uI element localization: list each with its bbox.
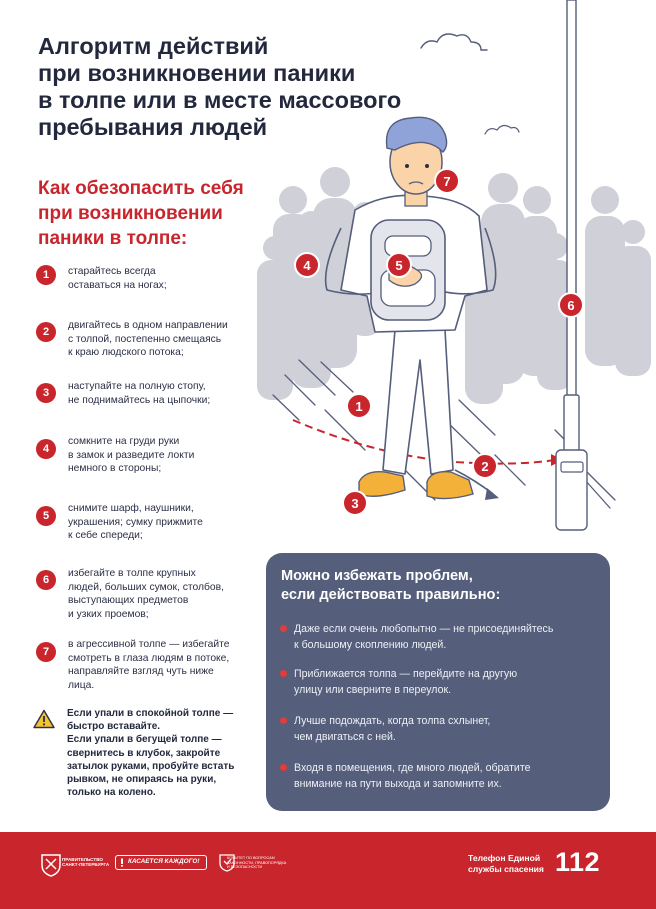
footer-bar xyxy=(0,832,656,909)
step-text xyxy=(68,380,268,407)
exclamation-icon xyxy=(118,858,126,867)
step-line: направляйте взгляд чуть ниже xyxy=(68,666,214,677)
phone-label-line: службы спасения xyxy=(468,864,544,874)
step-line: снимите шарф, наушники, xyxy=(68,503,194,514)
step-number-badge: 2 xyxy=(36,322,56,342)
tip-text xyxy=(294,713,606,745)
step-line: в замок и разведите локти xyxy=(68,449,195,461)
tip-line: чем двигаться с ней. xyxy=(294,731,396,743)
marker-3 xyxy=(343,491,367,515)
tips-title-line: если действовать правильно: xyxy=(281,587,501,603)
tip-line: Даже если очень любопытно — не присоединяйтесь xyxy=(294,623,554,635)
bullet-dot-icon xyxy=(280,670,287,677)
bullet-dot-icon xyxy=(280,717,287,724)
warning-text xyxy=(67,707,272,799)
step-number-badge: 3 xyxy=(36,383,56,403)
marker-5 xyxy=(387,253,411,277)
step-text xyxy=(68,319,268,360)
tip-line: к большому скоплению людей. xyxy=(294,639,447,651)
title-line: при возникновении паники xyxy=(38,60,356,86)
title-line: пребывания людей xyxy=(38,114,268,140)
step-text xyxy=(68,265,268,292)
step-number-badge: 7 xyxy=(36,642,56,662)
step-line: старайтесь всегда xyxy=(68,266,156,277)
marker-3-label: 3 xyxy=(351,496,359,511)
step-line: не поднимайтесь на цыпочки; xyxy=(68,394,211,406)
emergency-phone-number: 112 xyxy=(555,847,601,877)
step-line: немного в стороны; xyxy=(68,463,162,474)
tip-line: Приближается толпа — перейдите на другую xyxy=(294,668,518,680)
section-subtitle xyxy=(38,176,278,251)
warning-line: затылок руками, пробуйте встать xyxy=(67,760,235,772)
step-line: к краю людского потока; xyxy=(68,347,184,358)
step-number-badge: 1 xyxy=(36,265,56,285)
step-line: смотреть в глаза людям в потоке, xyxy=(68,652,230,664)
marker-7-label: 7 xyxy=(443,174,451,189)
marker-1-label: 1 xyxy=(355,399,363,414)
warning-icon xyxy=(33,709,55,729)
tips-title-line: Можно избежать проблем, xyxy=(281,568,473,584)
step-text xyxy=(68,567,268,621)
warning-line: Если упали в спокойной толпе — xyxy=(67,708,234,719)
tip-line: улицу или сверните в переулок. xyxy=(294,684,452,696)
campaign-logo xyxy=(115,855,207,870)
warning-line: Если упали в бегущей толпе — xyxy=(67,734,222,746)
tips-card xyxy=(266,553,610,811)
title-line: в толпе или в месте массового xyxy=(38,87,402,113)
warning-line: свернитесь в клубок, закройте xyxy=(67,747,221,759)
tip-line: Лучше подождать, когда толпа схлынет, xyxy=(294,715,491,727)
step-text xyxy=(68,502,268,543)
step-text xyxy=(68,435,268,476)
tip-text xyxy=(294,621,606,653)
marker-2 xyxy=(473,454,497,478)
tip-text xyxy=(294,760,606,792)
step-line: украшения; сумку прижмите xyxy=(68,516,203,528)
phone-label-line: Телефон Единой xyxy=(468,853,541,863)
gov-logo-text: ПРАВИТЕЛЬСТВО САНКТ-ПЕТЕРБУРГА xyxy=(62,857,110,868)
step-line: двигайтесь в одном направлении xyxy=(68,320,228,331)
bullet-dot-icon xyxy=(280,764,287,771)
step-line: в агрессивной толпе — избегайте xyxy=(68,639,230,650)
marker-6-label: 6 xyxy=(567,298,575,313)
marker-4 xyxy=(295,253,319,277)
campaign-text: КАСАЕТСЯ КАЖДОГО! xyxy=(128,858,200,865)
step-line: выступающих предметов xyxy=(68,595,189,606)
crowd-illustration xyxy=(255,0,656,560)
step-line: оставаться на ногах; xyxy=(68,279,167,291)
emergency-phone-label xyxy=(468,853,558,875)
tip-line: внимание на пути выхода и запомните их. xyxy=(294,778,502,790)
marker-7 xyxy=(435,169,459,193)
warning-line: быстро вставайте. xyxy=(67,721,161,733)
warning-line: только на колено. xyxy=(67,787,156,799)
marker-6 xyxy=(559,293,583,317)
marker-5-label: 5 xyxy=(395,258,403,273)
committee-logo-text: КОМИТЕТ ПО ВОПРОСАМ ЗАКОННОСТИ, ПРАВОПОРЯДКА И БЕЗОПАСНОСТИ xyxy=(227,856,287,870)
subtitle-line: Как обезопасить себя xyxy=(38,178,244,199)
step-line: с толпой, постепенно смещаясь xyxy=(68,333,222,345)
subtitle-line: при возникновении xyxy=(38,203,223,224)
step-line: избегайте в толпе крупных xyxy=(68,568,196,579)
marker-1 xyxy=(347,394,371,418)
marker-2-label: 2 xyxy=(481,459,489,474)
step-text xyxy=(68,638,268,692)
step-number-badge: 5 xyxy=(36,506,56,526)
step-line: и узких проемов; xyxy=(68,608,149,620)
step-number-badge: 4 xyxy=(36,439,56,459)
marker-4-label: 4 xyxy=(303,258,311,273)
tip-line: Входя в помещения, где много людей, обратите xyxy=(294,762,531,774)
step-line: людей, больших сумок, столбов, xyxy=(68,581,224,593)
tips-card-title xyxy=(281,567,601,605)
step-line: к себе спереди; xyxy=(68,530,143,541)
title-line: Алгоритм действий xyxy=(38,33,269,59)
tip-text xyxy=(294,666,606,698)
warning-line: рывком, не опираясь на руки, xyxy=(67,774,217,786)
step-number-badge: 6 xyxy=(36,570,56,590)
subtitle-line: паники в толпе: xyxy=(38,228,188,249)
bullet-dot-icon xyxy=(280,625,287,632)
step-line: сомкните на груди руки xyxy=(68,436,180,447)
step-line: наступайте на полную стопу, xyxy=(68,381,206,392)
step-line: лица. xyxy=(68,679,95,691)
